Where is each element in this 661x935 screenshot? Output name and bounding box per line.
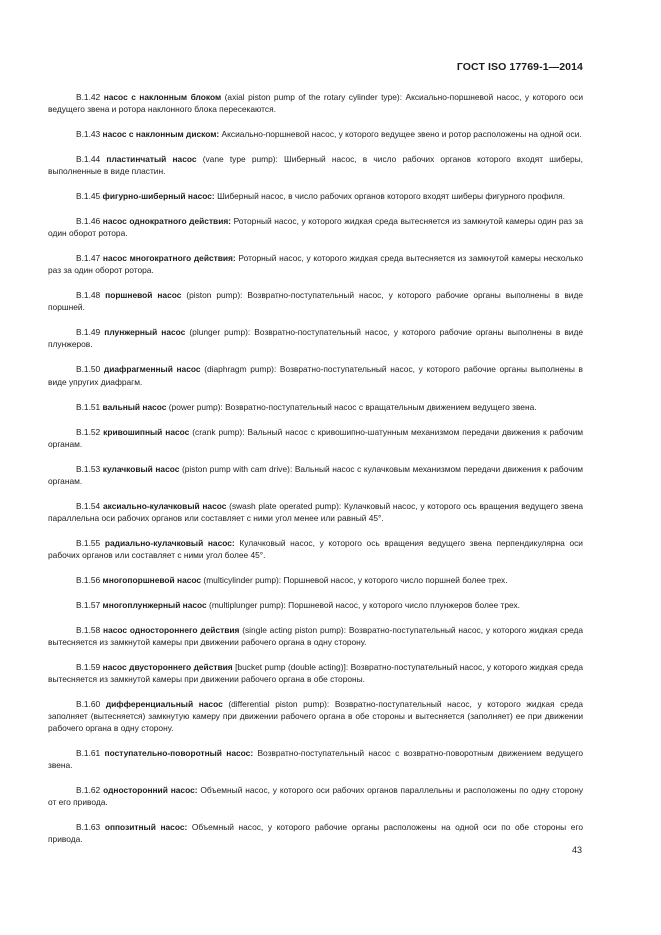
page-number: 43 <box>571 845 582 855</box>
entry-number: В.1.55 <box>76 537 101 548</box>
entry-definition: (piston pump): Возвратно-поступательный насос, у которого рабочие органы выполнены в виде поршней. <box>48 290 583 313</box>
entry-definition: Возвратно-поступательный насос с возвратно-поворотным движением ведущего звена. <box>48 748 584 771</box>
entry-term: дифференциальный насос <box>105 698 223 709</box>
entry-term: односторонний насос: <box>103 785 198 796</box>
definition-entry <box>48 426 583 450</box>
entry-term: кулачковый насос <box>102 463 180 474</box>
definition-entry <box>48 747 583 771</box>
definition-entry <box>48 661 583 685</box>
entry-definition: (power pump): Возвратно-поступательный насос с вращательным движением ведущего звена. <box>168 401 537 412</box>
definition-entry <box>48 190 583 202</box>
definition-entry <box>48 363 583 387</box>
entry-term: кривошипный насос <box>103 426 190 437</box>
entry-number: В.1.50 <box>76 364 101 375</box>
definition-entry <box>48 574 583 586</box>
entry-term: аксиально-кулачковый насос <box>102 500 227 511</box>
definition-entry <box>48 252 583 276</box>
entry-definition: (crank pump): Вальный насос с кривошипно-шатунным механизмом передачи движения к рабочим органам. <box>48 426 584 449</box>
definition-entry <box>48 599 583 611</box>
entry-number: В.1.48 <box>76 290 101 301</box>
entry-definition: (plunger pump): Возвратно-поступательный насос, у которого рабочие органы выполнены в виде плунжеров. <box>48 327 584 350</box>
entry-number: В.1.54 <box>76 500 101 511</box>
definitions-list <box>48 91 583 858</box>
entry-definition: [bucket pump (double acting)]: Возвратно-поступательный насос, у которого жидкая среда вытесняется из замкнутой камеры при движении рабочего органа в обе стороны. <box>48 661 583 684</box>
entry-definition: Аксиально-поршневой насос, у которого ведущее звено и ротор расположены на одной оси. <box>221 129 582 140</box>
definition-entry <box>48 215 583 239</box>
definition-entry <box>48 500 583 524</box>
definition-entry <box>48 698 583 734</box>
entry-definition: Объемный насос, у которого оси рабочих органов параллельны и расположены по одну сторону от его привода. <box>48 785 584 808</box>
standard-header: ГОСТ ISO 17769-1—2014 <box>456 61 583 73</box>
entry-definition: (single acting piston pump): Возвратно-поступательный насос, у которого жидкая среда вытесняется из замкнутой камеры при движении рабочего органа в одну сторону. <box>48 624 584 647</box>
definition-entry <box>48 821 583 845</box>
entry-number: В.1.51 <box>76 401 101 412</box>
entry-definition: Роторный насос, у которого жидкая среда вытесняется из замкнутой камеры один раз за один оборот ротора. <box>48 216 583 239</box>
entry-number: В.1.58 <box>76 624 101 635</box>
entry-term: насос двустороннего действия <box>102 661 233 672</box>
entry-term: многопоршневой насос <box>102 574 202 585</box>
entry-term: оппозитный насос: <box>104 822 188 833</box>
entry-number: В.1.46 <box>76 216 101 227</box>
entry-number: В.1.52 <box>76 426 101 437</box>
entry-number: В.1.60 <box>76 698 101 709</box>
entry-number: В.1.57 <box>76 599 101 610</box>
entry-number: В.1.43 <box>76 129 101 140</box>
entry-number: В.1.59 <box>76 661 101 672</box>
definition-entry <box>48 153 583 177</box>
entry-definition: (differential piston pump): Возвратно-поступательный насос, у которого жидкая среда заполняет (вытесняется) замкнутую камеру при движении рабочего органа в обе стороны и вытесняется (заполняет) ее при движении рабочего органа в одну сторону. <box>48 698 583 734</box>
entry-definition: Роторный насос, у которого жидкая среда вытесняется из замкнутой камеры несколько раз за один оборот ротора. <box>48 253 583 276</box>
entry-number: В.1.47 <box>76 253 101 264</box>
definition-entry <box>48 784 583 808</box>
definition-entry <box>48 128 583 140</box>
entry-term: пластинчатый насос <box>106 154 197 165</box>
entry-term: поршневой насос <box>105 290 182 301</box>
definition-entry <box>48 326 583 350</box>
entry-term: многоплунжерный насос <box>102 599 207 610</box>
definition-entry <box>48 401 583 413</box>
entry-term: насос с наклонным блоком <box>103 92 222 102</box>
entry-term: насос многократного действия: <box>102 253 236 264</box>
entry-number: В.1.49 <box>76 327 101 338</box>
entry-definition: (vane type pump): Шиберный насос, в число рабочих органов которого входят шиберы, выполненные в виде пластин. <box>48 154 584 177</box>
entry-number: В.1.45 <box>76 191 101 202</box>
entry-number: В.1.42 <box>76 92 101 102</box>
entry-definition: Кулачковый насос, у которого ось вращения ведущего звена перпендикулярна оси рабочих органов или составляет с ними угол более 45°. <box>48 537 583 560</box>
definition-entry <box>48 463 583 487</box>
entry-term: вальный насос <box>102 401 167 412</box>
entry-definition: (multicylinder pump): Поршневой насос, у которого число поршней более трех. <box>203 574 508 585</box>
entry-definition: (diaphragm pump): Возвратно-поступательный насос, у которого рабочие органы выполнены в виде упругих диафрагм. <box>48 364 584 387</box>
definition-entry <box>48 289 583 313</box>
entry-definition: (axial piston pump of the rotary cylinder type): Аксиально-поршневой насос, у которого оси ведущего звена и ротора наклонного блока пересекаются. <box>48 92 584 115</box>
entry-definition: (swash plate operated pump): Кулачковый насос, у которого ось вращения ведущего звена параллельна оси рабочих органов или составляет с ними угол менее или равный 45°. <box>48 500 584 523</box>
entry-number: В.1.61 <box>76 748 101 759</box>
entry-term: поступательно-поворотный насос: <box>104 748 254 759</box>
entry-definition: (multiplunger pump): Поршневой насос, у которого число плунжеров более трех. <box>209 599 520 610</box>
entry-term: фигурно-шиберный насос: <box>102 191 215 202</box>
entry-number: В.1.62 <box>76 785 101 796</box>
entry-term: насос с наклонным диском: <box>102 129 220 140</box>
definition-entry <box>48 624 583 648</box>
entry-term: радиально-кулачковый насос: <box>104 537 235 548</box>
entry-number: В.1.44 <box>76 154 101 165</box>
definition-entry <box>48 537 583 561</box>
entry-term: насос однократного действия: <box>102 216 232 227</box>
entry-number: В.1.53 <box>76 463 101 474</box>
entry-definition: Объемный насос, у которого рабочие органы расположены на одной оси по обе стороны его привода. <box>48 822 583 845</box>
entry-term: насос одностороннего действия <box>103 624 240 635</box>
entry-term: плунжерный насос <box>104 327 186 338</box>
entry-definition: (piston pump with cam drive): Вальный насос с кулачковым механизмом передачи движения к рабочим органам. <box>48 463 584 486</box>
entry-definition: Шиберный насос, в число рабочих органов которого входят шиберы фигурного профиля. <box>217 191 566 202</box>
entry-number: В.1.56 <box>76 574 101 585</box>
entry-number: В.1.63 <box>76 822 101 833</box>
definition-entry <box>48 91 583 115</box>
entry-term: диафрагменный насос <box>103 364 201 375</box>
